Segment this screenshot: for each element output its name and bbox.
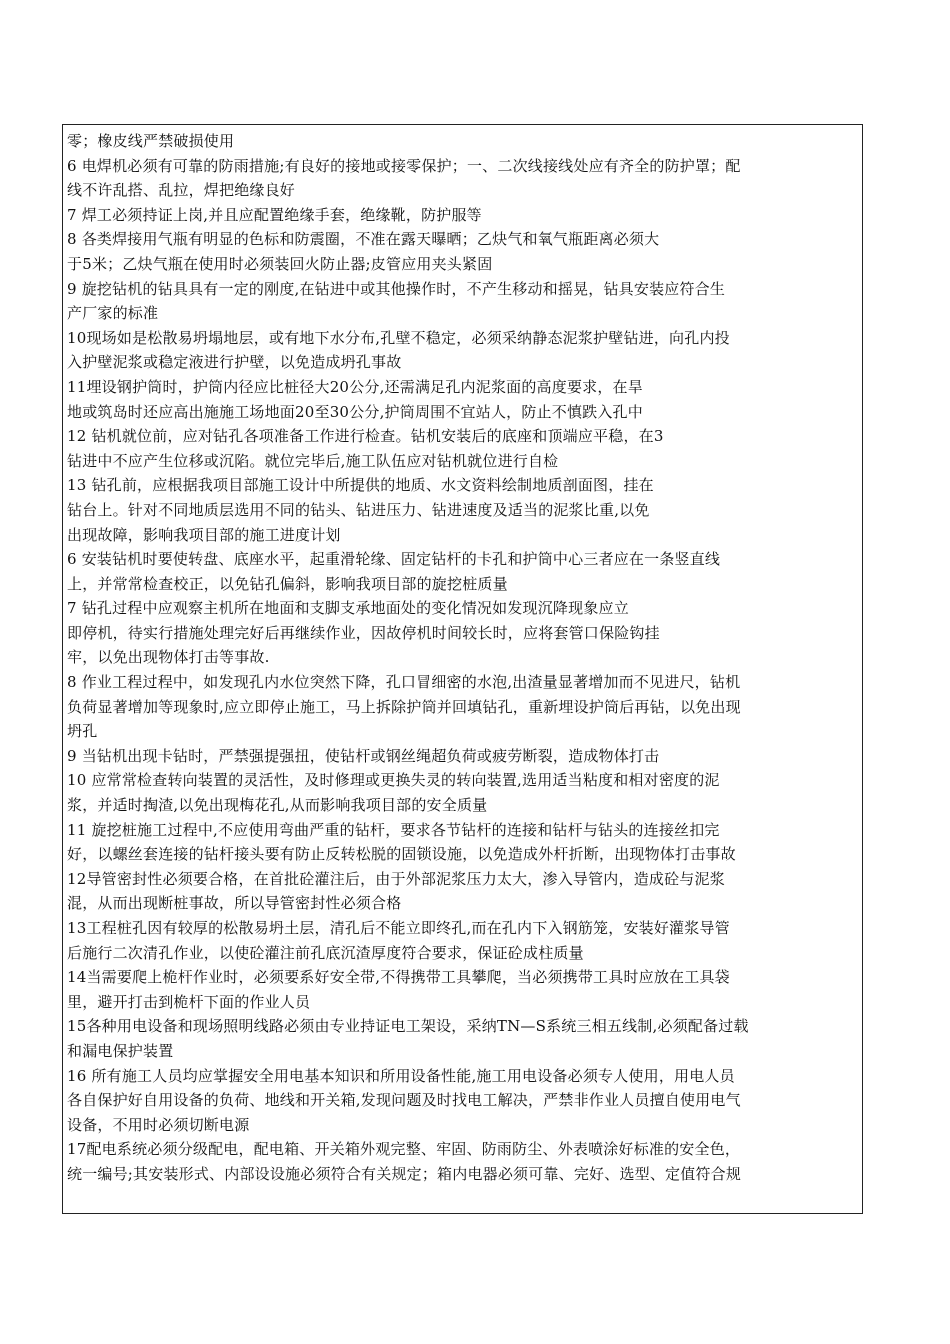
text-line: 13 钻孔前，应根据我项目部施工设计中所提供的地质、水文资料绘制地质剖面图，挂在 [67,476,654,495]
text-line: 11 旋挖桩施工过程中,不应使用弯曲严重的钻杆，要求各节钻杆的连接和钻杆与钻头的连接丝扣完 [67,820,720,839]
text-line: 里，避开打击到桅杆下面的作业人员 [67,992,311,1011]
text-line: 坍孔 [67,722,98,741]
text-line: 和漏电保护装置 [67,1041,174,1060]
text-line: 钻台上。针对不同地质层选用不同的钻头、钻进压力、钻进速度及适当的泥浆比重,以免 [67,500,650,519]
document-frame [62,124,863,1214]
text-line: 负荷显著增加等现象时,应立即停止施工，马上拆除护筒并回填钻孔，重新埋设护筒后再钻，以免出现 [67,697,741,716]
text-line: 浆，并适时掏渣,以免出现梅花孔,从而影响我项目部的安全质量 [67,796,488,815]
text-line: 牢，以免出现物体打击等事故. [67,648,270,667]
text-line: 产厂家的标准 [67,304,159,323]
text-line: 10 应常常检查转向装置的灵活性，及时修理或更换失灵的转向装置,选用适当粘度和相对密度的泥 [67,771,720,790]
text-line: 6 电焊机必须有可靠的防雨措施;有良好的接地或接零保护；一、二次线接线处应有齐全的防护罩；配 [67,156,741,175]
text-line: 11埋设钢护筒时，护筒内径应比桩径大20公分,还需满足孔内泥浆面的高度要求，在旱 [67,377,643,396]
text-line: 7 焊工必须持证上岗,并且应配置绝缘手套，绝缘靴，防护服等 [67,205,482,224]
text-line: 零；橡皮线严禁破损使用 [67,132,235,150]
text-line: 6 安装钻机时要使转盘、底座水平，起重滑轮缘、固定钻杆的卡孔和护筒中心三者应在一条竖直线 [67,550,721,569]
text-line: 8 作业工程过程中，如发现孔内水位突然下降，孔口冒细密的水泡,出渣量显著增加而不见进尺，钻机 [67,673,741,692]
text-line: 各自保护好自用设备的负荷、地线和开关箱,发现问题及时找电工解决，严禁非作业人员擅自使用电气 [67,1091,741,1110]
text-line: 地或筑岛时还应高出施施工场地面20至30公分,护筒周围不宜站人，防止不慎跌入孔中 [67,402,643,421]
text-line: 12 钻机就位前，应对钻孔各项准备工作进行检查。钻机安装后的底座和顶端应平稳，在3 [67,427,664,446]
text-line: 上，并常常检查校正，以免钻孔偏斜，影响我项目部的旋挖桩质量 [67,574,508,593]
text-line: 9 旋挖钻机的钻具具有一定的刚度,在钻进中或其他操作时，不产生移动和摇晃，钻具安装应符合生 [67,279,726,298]
text-line: 15各种用电设备和现场照明线路必须由专业持证电工架设，采纳TN—S系统三相五线制,必须配备过载 [67,1017,749,1036]
text-line: 入护壁泥浆或稳定液进行护壁，以免造成坍孔事故 [67,353,402,372]
text-line: 16 所有施工人员均应掌握安全用电基本知识和所用设备性能,施工用电设备必须专人使用，用电人员 [67,1066,735,1085]
text-line: 13工程桩孔因有较厚的松散易坍土层，清孔后不能立即终孔,而在孔内下入钢筋笼，安装好灌浆导管 [67,919,730,937]
text-line: 后施行二次清孔作业，以使砼灌注前孔底沉渣厚度符合要求，保证砼成柱质量 [67,943,584,962]
text-line: 混，从而出现断桩事故，所以导管密封性必须合格 [67,894,402,913]
text-line: 即停机，待实行措施处理完好后再继续作业，因故停机时间较长时，应将套管口保险钩挂 [67,623,660,642]
text-line: 线不许乱搭、乱拉，焊把绝缘良好 [67,181,296,200]
text-line: 统一编号;其安装形式、内部设设施必须符合有关规定；箱内电器必须可靠、完好、选型、定值符合规 [67,1164,742,1183]
text-line: 14当需要爬上桅杆作业时，必须要系好安全带,不得携带工具攀爬，当必须携带工具时应放在工具袋 [67,968,730,987]
text-line: 10现场如是松散易坍塌地层，或有地下水分布,孔壁不稳定，必须采纳静态泥浆护壁钻进，向孔内投 [67,328,730,347]
text-line: 于5米；乙炔气瓶在使用时必须装回火防止器;皮管应用夹头紧固 [67,254,493,273]
text-line: 9 当钻机出现卡钻时，严禁强提强扭，使钻杆或钢丝绳超负荷或疲劳断裂，造成物体打击 [67,746,660,765]
text-line: 17配电系统必须分级配电，配电箱、开关箱外观完整、牢固、防雨防尘、外表喷涂好标准的安全色， [67,1140,741,1159]
text-lines [67,129,858,1187]
text-line: 钻进中不应产生位移或沉陷。就位完毕后,施工队伍应对钻机就位进行自检 [67,451,559,470]
text-line: 12导管密封性必须要合格，在首批砼灌注后，由于外部泥浆压力太大，渗入导管内，造成砼与泥浆 [67,869,725,888]
text-line: 出现故障，影响我项目部的施工进度计划 [67,525,341,544]
text-line: 8 各类焊接用气瓶有明显的色标和防震圈，不准在露天曝晒；乙炔气和氧气瓶距离必须大 [67,230,660,249]
text-line: 7 钻孔过程中应观察主机所在地面和支脚支承地面处的变化情况如发现沉降现象应立 [67,599,629,618]
text-line: 设备，不用时必须切断电源 [67,1115,250,1134]
text-line: 好，以螺丝套连接的钻杆接头要有防止反转松脱的固锁设施，以免造成外杆折断，出现物体打击事故 [67,845,736,864]
